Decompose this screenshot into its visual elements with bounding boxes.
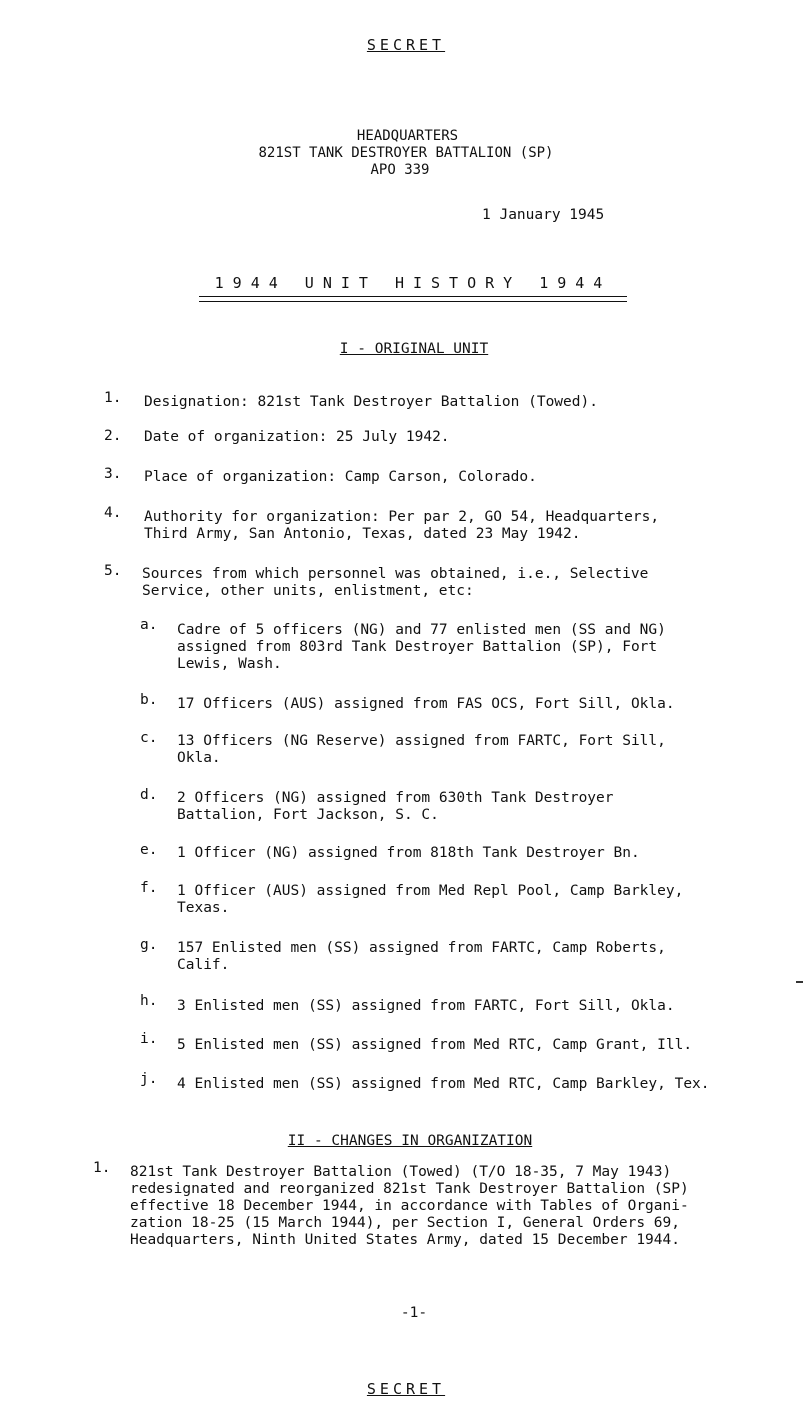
- classification-bottom: SECRET: [366, 1380, 446, 1398]
- subitem-letter: j.: [140, 1071, 158, 1087]
- classification-top: SECRET: [366, 36, 446, 54]
- subitem-text: Cadre of 5 officers (NG) and 77 enlisted men (SS and NG) assigned from 803rd Tank Destroyer Battalion (SP), Fort Lewis, Wash.: [177, 622, 666, 672]
- subitem-text: 1 Officer (NG) assigned from 818th Tank Destroyer Bn.: [177, 845, 640, 861]
- subitem-text: 5 Enlisted men (SS) assigned from Med RTC, Camp Grant, Ill.: [177, 1037, 693, 1053]
- margin-mark: [796, 981, 803, 983]
- subitem-letter: g.: [140, 937, 158, 953]
- subitem-text: 3 Enlisted men (SS) assigned from FARTC, Fort Sill, Okla.: [177, 998, 675, 1014]
- subitem-text: 1 Officer (AUS) assigned from Med Repl Pool, Camp Barkley, Texas.: [177, 883, 684, 916]
- subitem-letter: f.: [140, 880, 158, 896]
- subitem-letter: d.: [140, 787, 158, 803]
- item-text: Place of organization: Camp Carson, Colorado.: [144, 469, 537, 485]
- item-text: Designation: 821st Tank Destroyer Battalion (Towed).: [144, 394, 598, 410]
- item-number: 1.: [93, 1160, 111, 1176]
- letterhead-line-1: HEADQUARTERS: [356, 128, 459, 144]
- letterhead-line-3: APO 339: [370, 162, 430, 178]
- item-text: Sources from which personnel was obtained, i.e., Selective Service, other units, enlistment, etc:: [142, 566, 649, 599]
- letterhead: [0, 128, 812, 179]
- item-number: 5.: [104, 563, 122, 579]
- subitem-text: 17 Officers (AUS) assigned from FAS OCS, Fort Sill, Okla.: [177, 696, 675, 712]
- subitem-text: 2 Officers (NG) assigned from 630th Tank Destroyer Battalion, Fort Jackson, S. C.: [177, 790, 614, 823]
- subitem-text: 13 Officers (NG Reserve) assigned from FARTC, Fort Sill, Okla.: [177, 733, 666, 766]
- subitem-letter: a.: [140, 617, 158, 633]
- title-rule-2: [199, 301, 627, 302]
- subitem-letter: c.: [140, 730, 158, 746]
- section-1-heading: I - ORIGINAL UNIT: [339, 341, 489, 357]
- section-2-heading: II - CHANGES IN ORGANIZATION: [287, 1133, 533, 1149]
- item-text: Authority for organization: Per par 2, GO 54, Headquarters, Third Army, San Antonio, Texas, dated 23 May 1942.: [144, 509, 660, 542]
- item-text: Date of organization: 25 July 1942.: [144, 429, 450, 445]
- item-text: 821st Tank Destroyer Battalion (Towed) (T/O 18-35, 7 May 1943) redesignated and reorganized 821st Tank Destroyer Battalion (SP) effective 18 December 1944, in accordance with Tables of Organi- zation 18-25 (15 March 1944), per Section I, General Orders 69, Headquarters, Ninth United States Army, dated 15 December 1944.: [130, 1164, 689, 1248]
- page-number: -1-: [400, 1305, 428, 1321]
- subitem-text: 4 Enlisted men (SS) assigned from Med RTC, Camp Barkley, Tex.: [177, 1076, 710, 1092]
- item-number: 3.: [104, 466, 122, 482]
- title-rule-1: [199, 296, 627, 297]
- document-date: 1 January 1945: [482, 207, 605, 223]
- subitem-letter: i.: [140, 1031, 158, 1047]
- item-number: 4.: [104, 505, 122, 521]
- subitem-letter: h.: [140, 993, 158, 1009]
- letterhead-line-2: 821ST TANK DESTROYER BATTALION (SP): [258, 145, 554, 161]
- item-number: 1.: [104, 390, 122, 406]
- subitem-letter: b.: [140, 692, 158, 708]
- item-number: 2.: [104, 428, 122, 444]
- document-title: 1944 UNIT HISTORY 1944: [214, 274, 612, 292]
- subitem-text: 157 Enlisted men (SS) assigned from FARTC, Camp Roberts, Calif.: [177, 940, 666, 973]
- subitem-letter: e.: [140, 842, 158, 858]
